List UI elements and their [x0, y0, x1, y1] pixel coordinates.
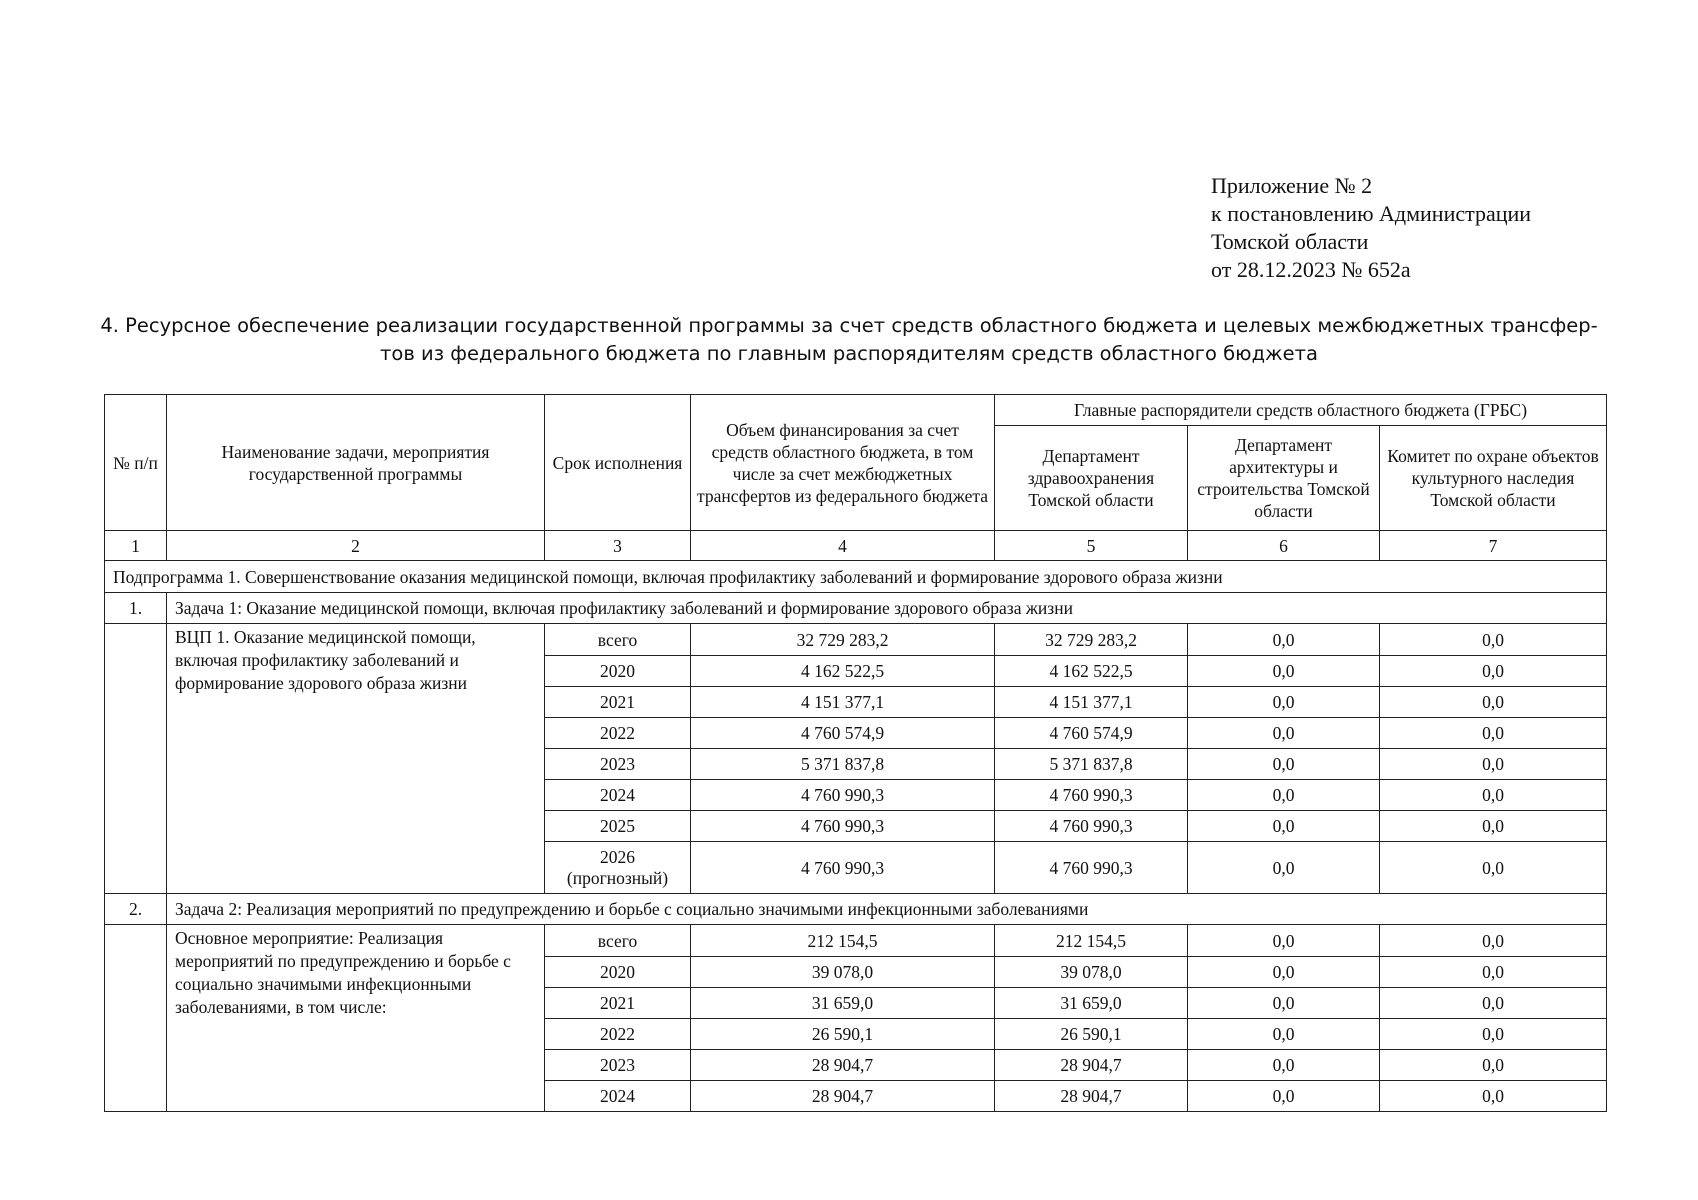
arch-dept-cell: 0,0	[1188, 925, 1380, 957]
health-dept-cell: 4 760 990,3	[995, 842, 1188, 894]
health-dept-cell: 5 371 837,8	[995, 749, 1188, 780]
term-cell: всего	[545, 624, 691, 656]
committee-cell: 0,0	[1380, 780, 1607, 811]
committee-cell: 0,0	[1380, 624, 1607, 656]
task-row	[105, 593, 1607, 624]
term-cell: 2023	[545, 1050, 691, 1081]
term-cell: 2022	[545, 718, 691, 749]
committee-cell: 0,0	[1380, 718, 1607, 749]
committee-cell: 0,0	[1380, 1081, 1607, 1112]
volume-cell: 31 659,0	[691, 988, 995, 1019]
arch-dept-cell: 0,0	[1188, 687, 1380, 718]
health-dept-cell: 212 154,5	[995, 925, 1188, 957]
arch-dept-cell: 0,0	[1188, 811, 1380, 842]
committee-cell: 0,0	[1380, 1050, 1607, 1081]
health-dept-cell: 28 904,7	[995, 1081, 1188, 1112]
task-title: Задача 2: Реализация мероприятий по предупреждению и борьбе с социально значимыми инфекционными заболеваниями	[167, 894, 1607, 925]
column-number: 2	[167, 531, 545, 561]
column-numbers-row	[105, 531, 1607, 561]
term-cell: 2021	[545, 687, 691, 718]
arch-dept-cell: 0,0	[1188, 780, 1380, 811]
volume-cell: 28 904,7	[691, 1081, 995, 1112]
health-dept-cell: 31 659,0	[995, 988, 1188, 1019]
header-term: Срок исполнения	[545, 395, 691, 531]
health-dept-cell: 4 760 990,3	[995, 811, 1188, 842]
health-dept-cell: 28 904,7	[995, 1050, 1188, 1081]
column-number: 1	[105, 531, 167, 561]
subprogram-row: Подпрограмма 1. Совершенствование оказания медицинской помощи, включая профилактику заболеваний и формирование здорового образа жизни	[105, 561, 1607, 593]
task-number: 1.	[105, 593, 167, 624]
health-dept-cell: 26 590,1	[995, 1019, 1188, 1050]
arch-dept-cell: 0,0	[1188, 988, 1380, 1019]
arch-dept-cell: 0,0	[1188, 1050, 1380, 1081]
task1-rows	[105, 624, 1607, 894]
term-cell: 2024	[545, 1081, 691, 1112]
volume-cell: 212 154,5	[691, 925, 995, 957]
committee-cell: 0,0	[1380, 988, 1607, 1019]
arch-dept-cell: 0,0	[1188, 656, 1380, 687]
activity-name: Основное мероприятие: Реализация мероприятий по предупреждению и борьбе с социально значимыми инфекционными заболеваниями, в том числе:	[167, 925, 545, 1112]
committee-cell: 0,0	[1380, 687, 1607, 718]
arch-dept-cell: 0,0	[1188, 1019, 1380, 1050]
column-number: 5	[995, 531, 1188, 561]
committee-cell: 0,0	[1380, 1019, 1607, 1050]
task2-rows	[105, 925, 1607, 1112]
term-cell: 2025	[545, 811, 691, 842]
volume-cell: 4 162 522,5	[691, 656, 995, 687]
committee-cell: 0,0	[1380, 811, 1607, 842]
term-cell: 2023	[545, 749, 691, 780]
volume-cell: 4 151 377,1	[691, 687, 995, 718]
term-cell: 2026 (прогнозный)	[545, 842, 691, 894]
arch-dept-cell: 0,0	[1188, 1081, 1380, 1112]
header-volume: Объем финансирования за счет средств областного бюджета, в том числе за счет межбюджетных трансфертов из федерального бюджета	[691, 395, 995, 531]
arch-dept-cell: 0,0	[1188, 624, 1380, 656]
committee-cell: 0,0	[1380, 925, 1607, 957]
column-number: 3	[545, 531, 691, 561]
header-dept-arch: Департамент архитектуры и строительства Томской области	[1188, 426, 1380, 531]
health-dept-cell: 39 078,0	[995, 957, 1188, 988]
health-dept-cell: 32 729 283,2	[995, 624, 1188, 656]
volume-cell: 28 904,7	[691, 1050, 995, 1081]
arch-dept-cell: 0,0	[1188, 957, 1380, 988]
term-cell: всего	[545, 925, 691, 957]
volume-cell: 5 371 837,8	[691, 749, 995, 780]
volume-cell: 4 760 574,9	[691, 718, 995, 749]
column-number: 4	[691, 531, 995, 561]
volume-cell: 26 590,1	[691, 1019, 995, 1050]
header-grbs: Главные распорядители средств областного бюджета (ГРБС)	[995, 395, 1607, 426]
header-name: Наименование задачи, мероприятия государственной программы	[167, 395, 545, 531]
header-dept-health: Департамент здравоохранения Томской области	[995, 426, 1188, 531]
volume-cell: 32 729 283,2	[691, 624, 995, 656]
table-row	[105, 925, 1607, 957]
committee-cell: 0,0	[1380, 842, 1607, 894]
volume-cell: 39 078,0	[691, 957, 995, 988]
resource-table	[104, 394, 1607, 1112]
health-dept-cell: 4 760 990,3	[995, 780, 1188, 811]
arch-dept-cell: 0,0	[1188, 749, 1380, 780]
health-dept-cell: 4 760 574,9	[995, 718, 1188, 749]
term-cell: 2024	[545, 780, 691, 811]
title-line: 4. Ресурсное обеспечение реализации государственной программы за счет средств областного бюджета и целевых межбюджетных трансфер-	[100, 314, 1598, 337]
term-cell: 2022	[545, 1019, 691, 1050]
appendix-line: к постановлению Администрации	[1211, 201, 1532, 226]
task-number: 2.	[105, 894, 167, 925]
committee-cell: 0,0	[1380, 749, 1607, 780]
empty-number-cell	[105, 624, 167, 894]
term-cell: 2020	[545, 957, 691, 988]
task-title: Задача 1: Оказание медицинской помощи, включая профилактику заболеваний и формирование здорового образа жизни	[167, 593, 1607, 624]
volume-cell: 4 760 990,3	[691, 842, 995, 894]
header-committee: Комитет по охране объектов культурного наследия Томской области	[1380, 426, 1607, 531]
header-num: № п/п	[105, 395, 167, 531]
committee-cell: 0,0	[1380, 656, 1607, 687]
term-cell: 2021	[545, 988, 691, 1019]
appendix-block	[1211, 172, 1531, 284]
empty-number-cell	[105, 925, 167, 1112]
activity-name: ВЦП 1. Оказание медицинской помощи, включая профилактику заболеваний и формирование здорового образа жизни	[167, 624, 545, 894]
document-title	[100, 312, 1598, 368]
appendix-line: Томской области	[1211, 229, 1369, 254]
column-number: 7	[1380, 531, 1607, 561]
appendix-line: Приложение № 2	[1211, 173, 1373, 198]
table-row	[105, 624, 1607, 656]
appendix-date-line: от 28.12.2023 № 652а	[1211, 257, 1411, 282]
term-cell: 2020	[545, 656, 691, 687]
volume-cell: 4 760 990,3	[691, 811, 995, 842]
title-line: тов из федерального бюджета по главным распорядителям средств областного бюджета	[380, 342, 1318, 365]
committee-cell: 0,0	[1380, 957, 1607, 988]
health-dept-cell: 4 162 522,5	[995, 656, 1188, 687]
task-row	[105, 894, 1607, 925]
arch-dept-cell: 0,0	[1188, 718, 1380, 749]
volume-cell: 4 760 990,3	[691, 780, 995, 811]
arch-dept-cell: 0,0	[1188, 842, 1380, 894]
health-dept-cell: 4 151 377,1	[995, 687, 1188, 718]
column-number: 6	[1188, 531, 1380, 561]
